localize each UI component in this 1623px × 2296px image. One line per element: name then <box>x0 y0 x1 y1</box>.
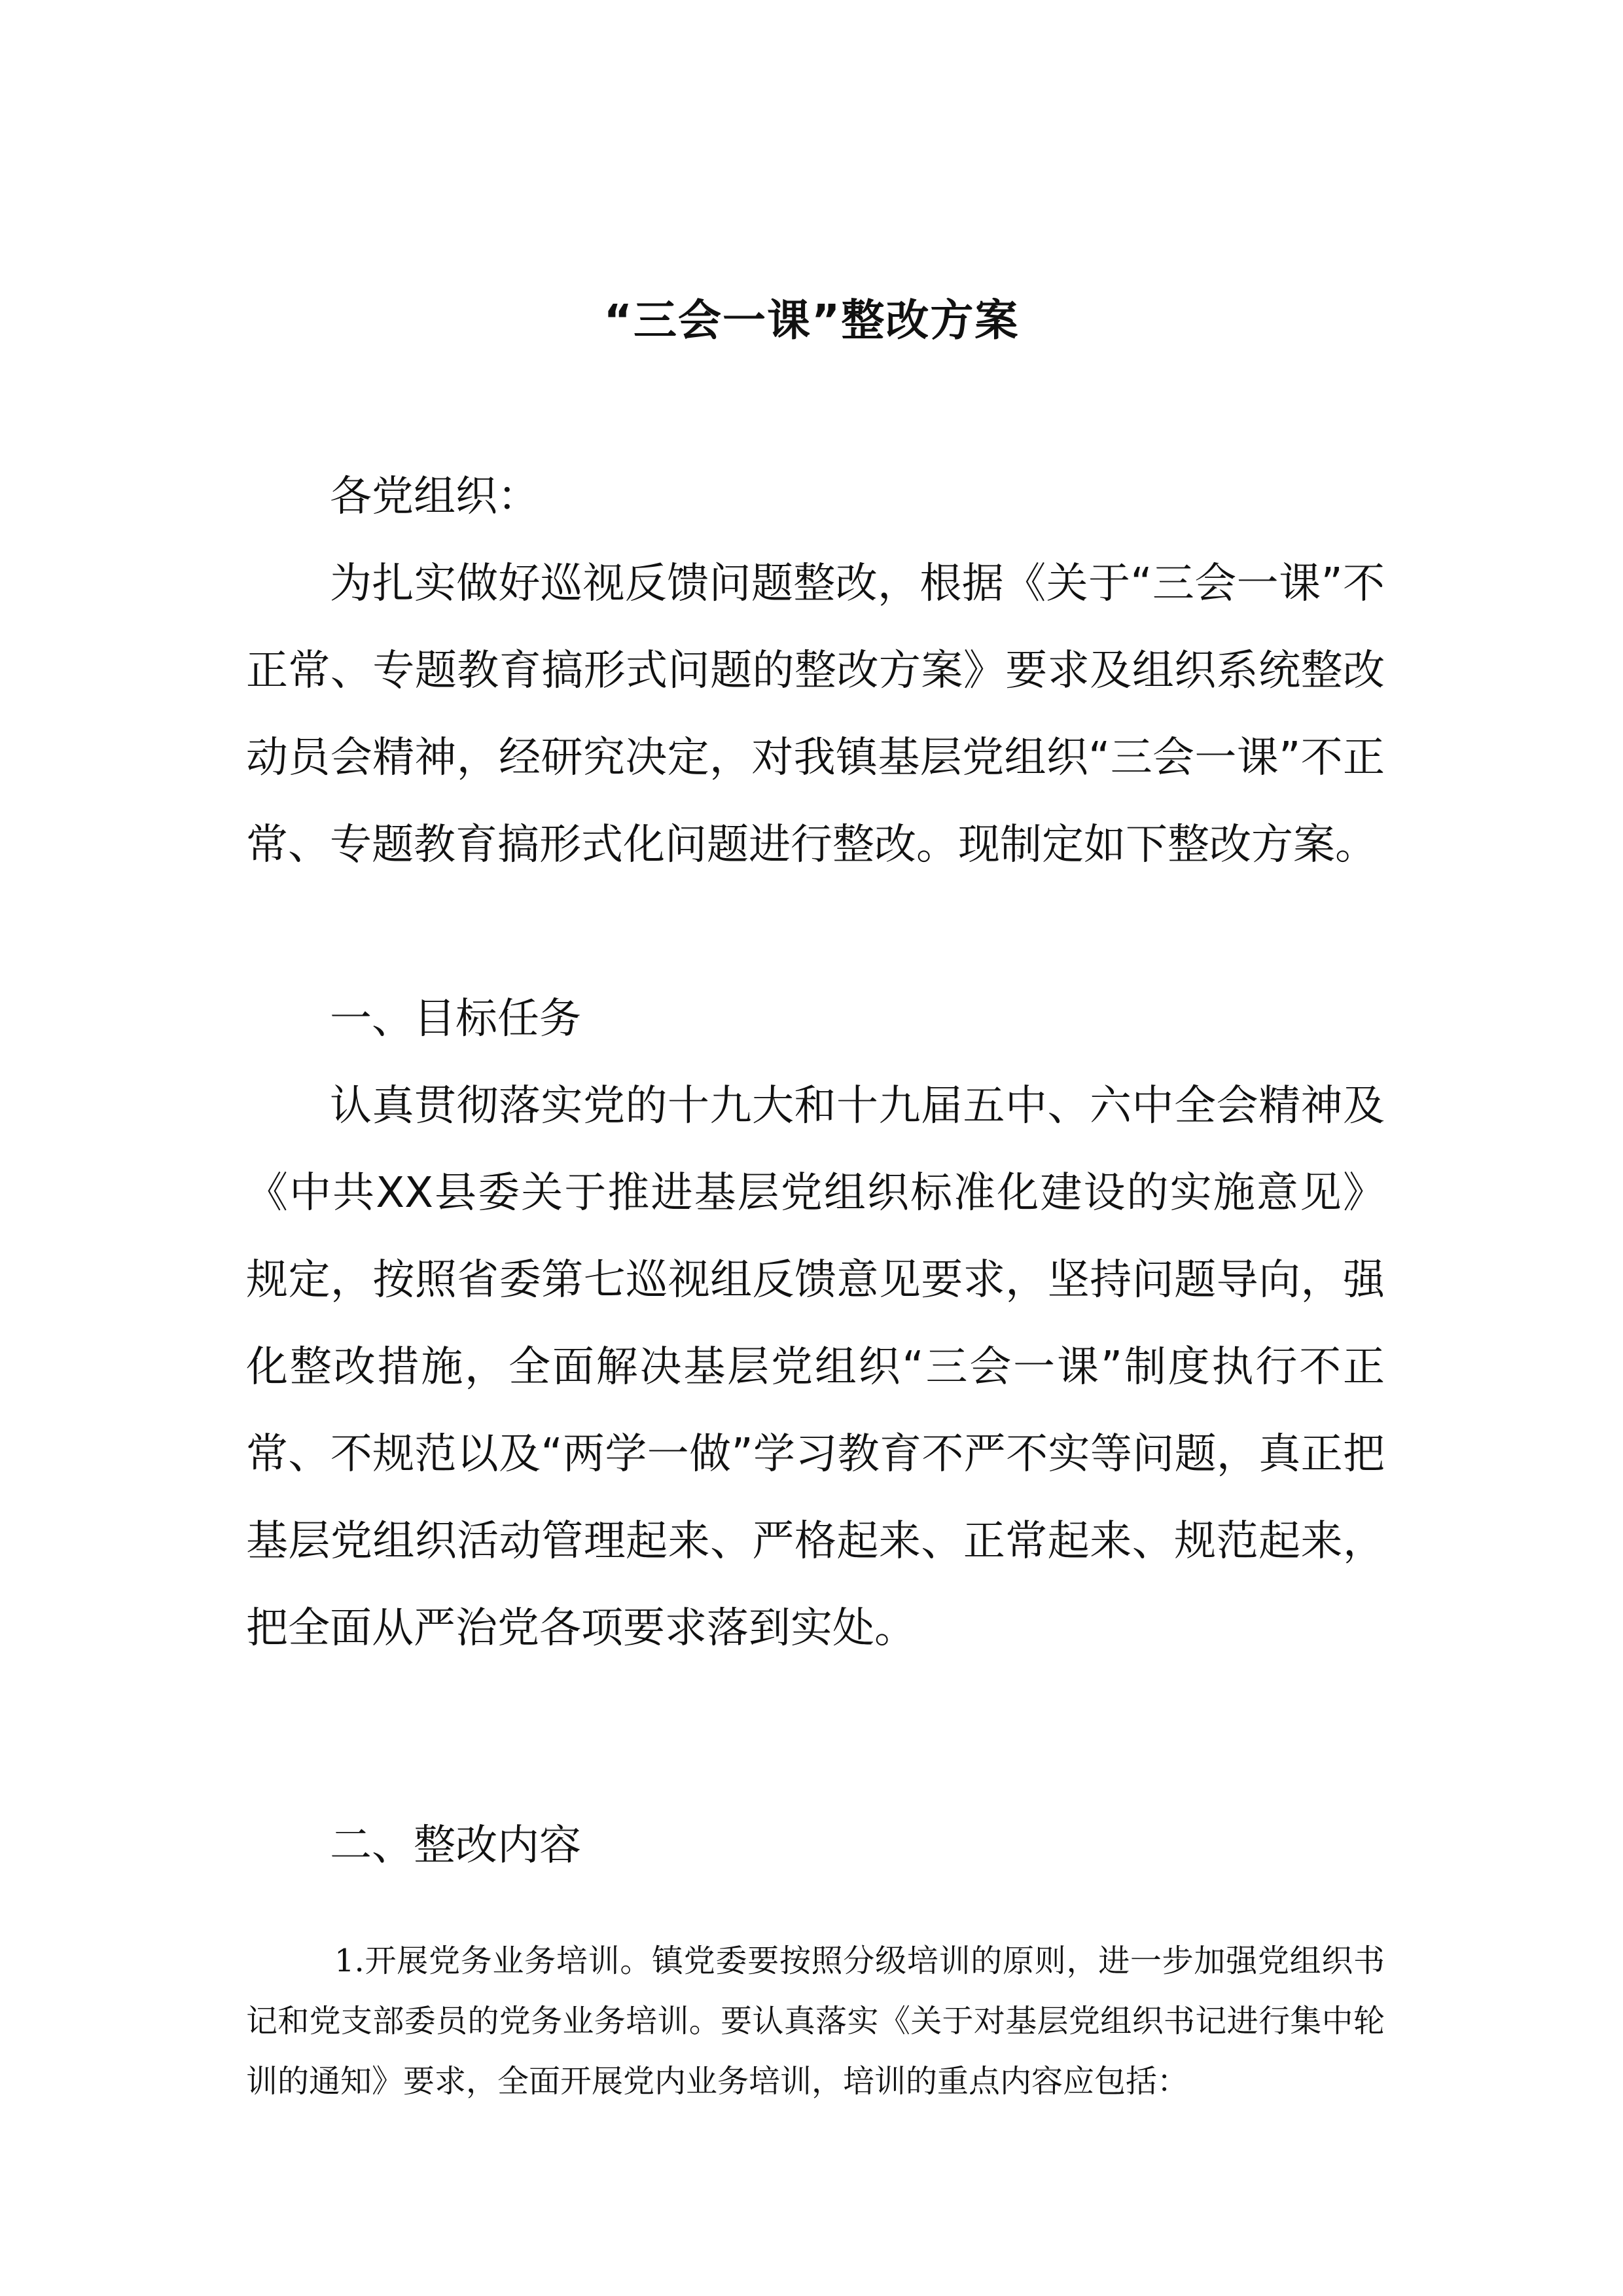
section-1-block <box>246 976 1385 1063</box>
section-2-heading: 二、整改内容 <box>330 1821 581 1870</box>
item-1-paragraph: 1.开展党务业务培训。镇党委要按照分级培训的原则，进一步加强党组织书记和党支部委员的党务业务培训。要认真落实《关于对基层党组织书记进行集中轮训的通知》要求，全面开展党内业务培训，培训的重点内容应包括： <box>246 1943 1385 2100</box>
section-1-paragraph: 认真贯彻落实党的十九大和十九届五中、六中全会精神及《中共XX县委关于推进基层党组织标准化建设的实施意见》规定，按照省委第七巡视组反馈意见要求，坚持问题导向，强化整改措施，全面解决基层党组织“三会一课”制度执行不正常、不规范以及“两学一做”学习教育不严不实等问题，真正把基层党组织活动管理起来、严格起来、正常起来、规范起来，把全面从严治党各项要求落到实处。 <box>246 1082 1385 1653</box>
intro-paragraph: 为扎实做好巡视反馈问题整改，根据《关于“三会一课”不正常、专题教育搞形式问题的整改方案》要求及组织系统整改动员会精神，经研究决定，对我镇基层党组织“三会一课”不正常、专题教育搞形式化问题进行整改。现制定如下整改方案。 <box>246 560 1385 869</box>
section-2-block <box>246 1803 1385 1890</box>
salutation: 各党组织： <box>330 473 539 521</box>
document-title: “三会一课”整改方案 <box>603 295 1020 346</box>
intro-block <box>246 541 1385 889</box>
section-1-text-block <box>246 1063 1385 1672</box>
section-1-heading: 一、目标任务 <box>330 995 581 1043</box>
salutation-block <box>246 454 1385 541</box>
